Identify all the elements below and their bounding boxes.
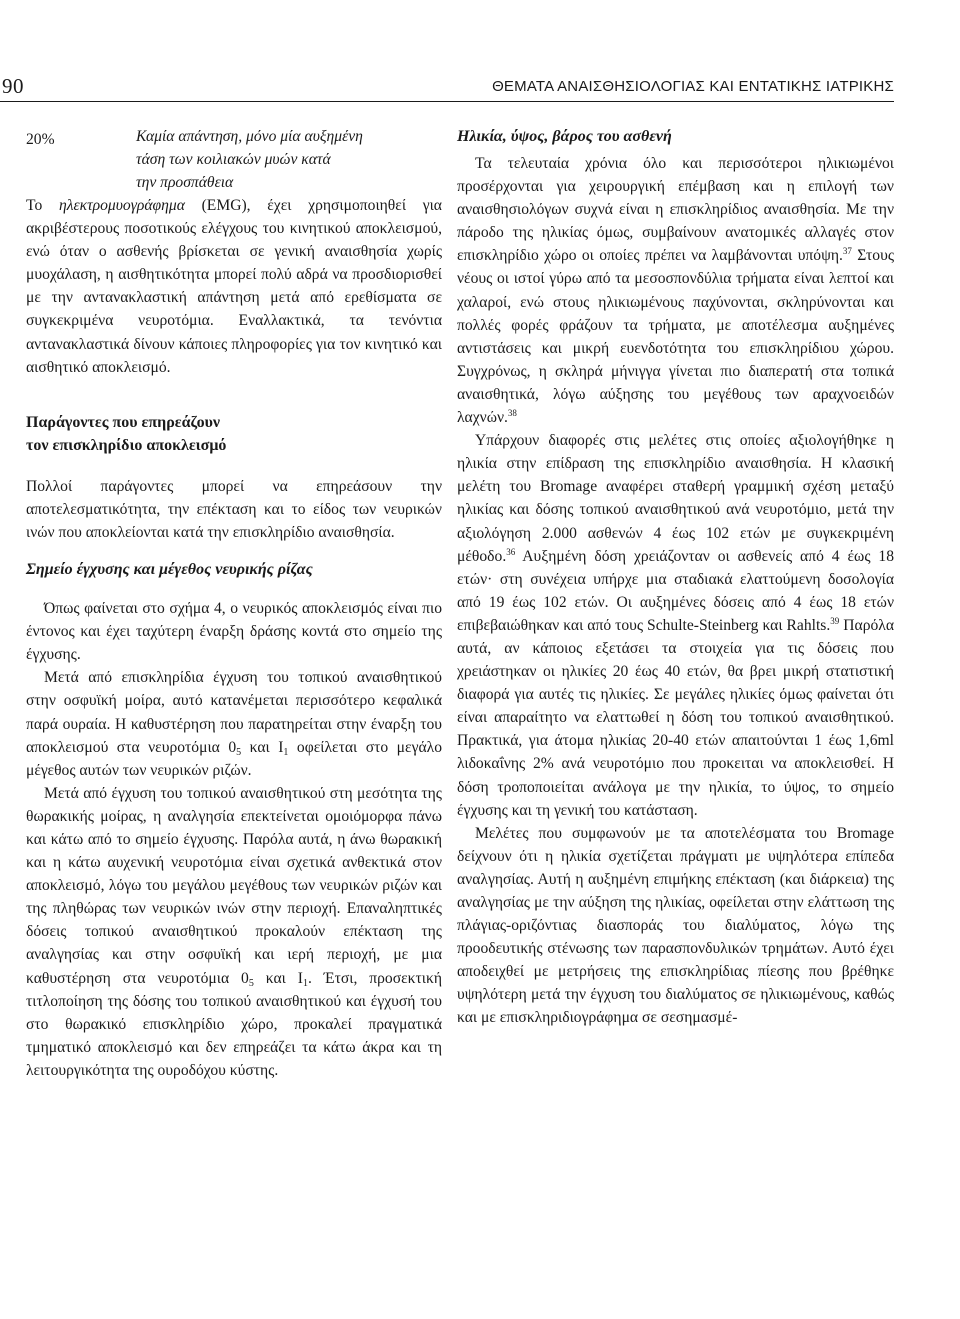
text-run: και I [253, 969, 303, 987]
text-run: και I [241, 738, 284, 756]
page-number: 90 [2, 74, 24, 98]
citation-superscript: 37 [842, 246, 852, 257]
heading-line: Παράγοντες που επηρεάζουν [26, 413, 221, 431]
injection-paragraph-3 [26, 782, 442, 1082]
text-run: Υπάρχουν διαφορές στις μελέτες στις οποίες αξιολογήθηκε η ηλικία στην επίδραση της επισκληρίδιο αναισθησία. Η κλασική μελέτη του Bromage αναφέρει σταθερή γραμμική σχέση μεταξύ ηλικίας και δόσης τοπικού αναισθητικού ανά νευροτόμιο, μετά την αξιολόγηση 2.000 ασθενών 4 έως 102 ετών με συγκεκριμένη μέθοδο. [457, 432, 894, 565]
text-run: Το [26, 197, 59, 214]
subscript: 5 [236, 746, 242, 758]
citation-superscript: 36 [506, 546, 516, 557]
response-option [26, 125, 442, 194]
injection-paragraph-2 [26, 666, 442, 781]
text-run: Τα τελευταία χρόνια όλο και περισσότεροι ηλικιωμένοι προσέρχονται για χειρουργική επέμβαση και η επιλογή των αναισθησιολόγων συχνά είναι η επισκληρίδιος αναισθησία. Με την πάροδο της ηλικίας όμως, συμβαίνουν ανατομικές αλλαγές στον επισκληρίδιο χώρο οι οποίες πρέπει να λαμβάνονται υπόψη. [457, 155, 894, 265]
age-paragraph-3: Μελέτες που συμφωνούν με τα αποτελέσματα του Bromage δείχνουν ότι η ηλικία σχετίζεται πράγματι με υψηλότερα επίπεδα αναλγησίας. Αυτή η αυξημένη επιμήκης επέκταση (και διάρκεια) της αναλγησίας με την αύξηση της ηλικίας, οφείλεται στην ελάττωση της πλάγιας-οριζόντιας διασποράς του διαλύματος, λόγω της προοδευτικής στένωσης των παρασπονδυλικών τρημάτων. Αυτό έχει αποδειχθεί με μετρήσεις της επισκληρίδιας πίεσης που βρέθηκε υψηλότερη μετά την έγχυση του διαλύματος σε ηλικιωμένους, καθώς και με επισκληριδιογράφημα σε σεσημασμέ- [457, 824, 894, 1027]
emphasis-term: ηλεκτρομυογράφημα [58, 197, 185, 214]
left-column [26, 125, 442, 1082]
citation-superscript: 38 [507, 408, 517, 419]
text-run: (EMG), έχει χρησιμοποιηθεί για ακριβέστερους ποσοτικούς ελέγχους του κινητικού αποκλεισμού, ενώ όταν ο ασθενής βρίσκεται σε γενική αναισθησία χωρίς μυοχάλαση, η αισθητικότητα μπορεί πολύ αδρά να προσδιορισθεί με την αντανακλαστική απάντηση μετά από ερεθίσματα σε συγκεκριμένα νευροτόμια. Εναλλακτικά, τα τενόντια αντανακλαστικά δίνουν κάποιες πληροφορίες για τον κινητικό και αισθητικό αποκλεισμό. [26, 197, 442, 376]
option-percent: 20% [26, 131, 55, 148]
subscript: 1 [302, 977, 308, 989]
text-run: Μετά από έγχυση του τοπικού αναισθητικού στη μεσότητα της θωρακικής μοίρας, η αναλγησία επεκτείνεται ομοιόμορφα πάνω και κάτω από το σημείο έγχυσης. Παρόλα αυτά, η άνω θωρακική και η κάτω αυχενική νευροτόμια είναι σχετικά ανθεκτικά στον αποκλεισμό, λόγω του μεγάλου μεγέθους των νευρικών ριζών και της πληθώρας των νευρικών ινών στην περιοχή. Επαναληπτικές δόσεις τοπικού αναισθητικού προκαλούν επέκταση της αναλγησίας και στην οσφυϊκή και ιερή περιοχή, με μια καθυστέρηση στα νευροτόμια 0 [26, 784, 442, 987]
text-run: Παρόλα αυτά, αν κάποιος εξετάσει τα στοιχεία για τις δόσεις που χρειάστηκαν οι ηλικίες 20 έως 40 ετών, θα βρει μικρή στατιστική διαφορά για αυτές τις ηλικίες. Σε μεγάλες ηλικίες όμως φαίνεται ότι είναι απαραίτητο να ελαττωθεί η δόση του τοπικού αναισθητικού. Πρακτικά, για άτομα ηλικίας 20-40 ετών απαιτούνται 1 έως 1,6ml λιδοκαΐνης 2% ανά νευροτόμιο που προκειται να αποκλεισθεί. Η δόση τροποποιείται ανάλογα με την ηλικία, το ύψος, το σημείο έγχυσης και τη γενική του κατάσταση. [457, 616, 895, 819]
factors-paragraph: Πολλοί παράγοντες μπορεί να επηρεάσουν την αποτελεσματικότητα, την επέκταση και το είδος των νευρικών ινών που αποκλείονται κατά την επισκληρίδιο αναισθησία. [26, 477, 442, 541]
age-paragraph-2 [457, 429, 894, 822]
option-description [136, 125, 456, 194]
section-heading-factors [26, 411, 442, 457]
header-rule [0, 101, 894, 102]
injection-paragraph-1: Όπως φαίνεται στο σχήμα 4, ο νευρικός αποκλεισμός είναι πιο έντονος και έχει ταχύτερη έναρξη δράσης κοντά στο σημείο της έγχυσης. [26, 600, 442, 664]
text-run: οφείλεται στο μεγάλο μέγεθος αυτών των νευρικών ριζών. [26, 738, 443, 779]
subsection-heading-age: Ηλικία, ύψος, βάρος του ασθενή [457, 128, 672, 145]
running-title: ΘΕΜΑΤΑ ΑΝΑΙΣΘΗΣΙΟΛΟΓΙΑΣ ΚΑΙ ΕΝΤΑΤΙΚΗΣ ΙΑΤΡΙΚΗΣ [492, 78, 894, 95]
subsection-heading-injection: Σημείο έγχυσης και μέγεθος νευρικής ρίζας [26, 561, 313, 579]
citation-superscript: 39 [830, 615, 840, 626]
text-run: . Έτσι, προσεκτική τιτλοποίηση της δόσης του τοπικού αναισθητικού και έγχυσή του στο θωρακικό επισκληρίδιο χώρο, προκαλεί πραγματικά τμηματικό αποκλεισμό και δεν επηρεάζει τα κάτω άκρα και τη λειτουργικότητα της ουροδόχου κύστης. [26, 969, 442, 1079]
text-run: Στους νέους οι ιστοί γύρω από τα μεσοσπονδύλια τρήματα είναι λεπτοί και χαλαροί, ενώ στους ηλικιωμένους παχύνονται, σκληρύνονται και πολλές φορές φράζουν τα τρήματα, με αποτέλεσμα αυξημένες αντιστάσεις και μικρή ευενδοτότητα του επισκληρίδιου χώρου. Συγχρόνως, η σκληρά μήνιγγα γίνεται πιο διαπερατή στα τοπικά αναισθητικά, λόγω αύξησης του μεγέθους των αραχνοειδών λαχνών. [457, 247, 894, 427]
heading-line: τον επισκληρίδιο αποκλεισμό [26, 436, 227, 454]
emg-paragraph [26, 194, 442, 379]
text-run: Αυξημένη δόση χρειάζονταν οι ασθενείς από 4 έως 18 ετών· στη συνέχεια υπήρχε μια σταδιακά ελαττούμενη δοσολογία από 19 έως 102 ετών. Οι αυξημένες δόσεις από 4 έως 18 ετών επιβεβαιώθηκαν και από τους Schulte-Steinberg και Rahlts. [457, 547, 894, 634]
age-paragraph-1 [457, 152, 894, 429]
option-line: την προσπάθεια [136, 174, 234, 192]
running-header [0, 62, 960, 98]
option-line: Καμία απάντηση, μόνο μία αυξημένη [136, 128, 363, 145]
subscript: 5 [248, 977, 254, 989]
right-column [457, 125, 894, 1030]
option-line: τάση των κοιλιακών μυών κατά [136, 151, 331, 169]
subscript: 1 [283, 746, 289, 758]
text-run: Μετά από επισκληρίδια έγχυση του τοπικού αναισθητικού στην οσφυϊκή μοίρα, αυτό κατανέμεται περισσότερο κεφαλικά παρά ουραία. Η καθυστέρηση που παρατηρείται στην έναρξη του αποκλεισμού στα νευροτόμια 0 [26, 669, 442, 756]
